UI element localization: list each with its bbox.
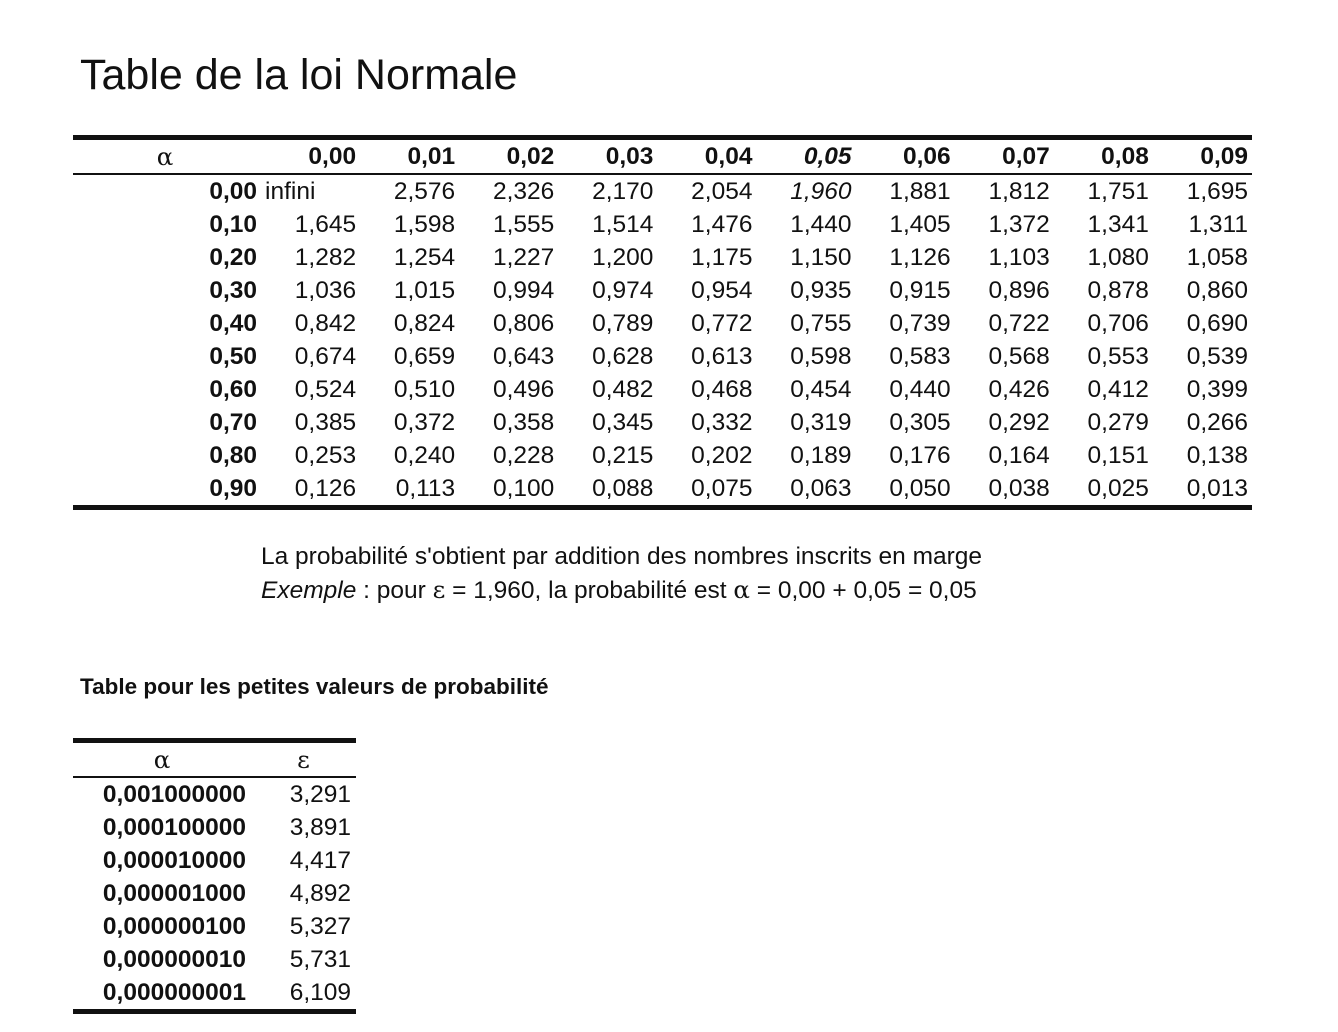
table-cell: 0,305 xyxy=(889,409,951,436)
table-cell: 0,482 xyxy=(592,376,654,403)
row-header: 0,00 xyxy=(209,178,257,205)
table-cell: 0,722 xyxy=(988,310,1050,337)
table-cell: 1,514 xyxy=(592,211,654,238)
table-cell: 0,319 xyxy=(790,409,852,436)
column-header: 0,03 xyxy=(605,143,654,170)
table-cell: 0,088 xyxy=(592,475,654,502)
table-cell: 0,345 xyxy=(592,409,654,436)
note-line-1: La probabilité s'obtient par addition des nombres inscrits en marge xyxy=(261,543,983,570)
table-cell: 1,645 xyxy=(294,211,357,238)
row-header: 0,20 xyxy=(209,244,257,271)
table-cell: 2,054 xyxy=(691,178,753,205)
table-cell: 0,332 xyxy=(691,409,753,436)
table-cell: 1,036 xyxy=(294,277,357,304)
alpha-value: 0,000001000 xyxy=(102,880,246,907)
table-cell: 0,240 xyxy=(393,442,456,469)
table-cell: 1,103 xyxy=(988,244,1050,271)
row-header: 0,30 xyxy=(209,277,257,304)
table-cell: 0,399 xyxy=(1186,376,1248,403)
table-row xyxy=(73,406,1252,439)
table-row xyxy=(73,811,356,844)
table-header-row xyxy=(73,741,356,778)
column-header: 0,01 xyxy=(407,143,456,170)
alpha-symbol: α xyxy=(733,575,750,604)
column-header: 0,09 xyxy=(1200,143,1248,170)
table-cell: 0,659 xyxy=(393,343,456,370)
explanation-note xyxy=(261,540,982,607)
table-cell: 0,050 xyxy=(889,475,951,502)
column-header: 0,02 xyxy=(506,143,555,170)
row-header: 0,90 xyxy=(209,475,257,502)
column-header: 0,06 xyxy=(902,143,951,170)
table-cell: 0,496 xyxy=(492,376,555,403)
table-cell: 1,695 xyxy=(1186,178,1248,205)
table-cell: 0,113 xyxy=(395,475,456,502)
epsilon-value: 3,291 xyxy=(289,781,351,808)
table-cell: 0,739 xyxy=(889,310,951,337)
table-cell: 0,372 xyxy=(393,409,456,436)
table-cell: 1,126 xyxy=(889,244,951,271)
table-row xyxy=(73,976,356,1012)
table-cell: 2,576 xyxy=(393,178,456,205)
table-cell: 1,058 xyxy=(1186,244,1248,271)
table-cell: 0,358 xyxy=(492,409,555,436)
table-cell: 0,038 xyxy=(988,475,1050,502)
epsilon-header: ε xyxy=(297,745,310,774)
column-header: 0,04 xyxy=(704,143,753,170)
table-cell: 0,878 xyxy=(1087,277,1149,304)
table-row xyxy=(73,844,356,877)
table-cell: 1,751 xyxy=(1087,178,1149,205)
alpha-value: 0,000000001 xyxy=(102,979,246,1006)
table-cell: 0,674 xyxy=(294,343,357,370)
table-cell: 2,326 xyxy=(492,178,555,205)
table-cell: 0,806 xyxy=(492,310,555,337)
epsilon-value: 5,731 xyxy=(289,946,351,973)
table-cell: 0,063 xyxy=(790,475,852,502)
table-cell: 0,954 xyxy=(691,277,753,304)
table-row xyxy=(73,340,1252,373)
table-cell: 0,138 xyxy=(1186,442,1248,469)
table-cell: 0,789 xyxy=(592,310,654,337)
alpha-value: 0,000000100 xyxy=(102,913,246,940)
row-header: 0,80 xyxy=(209,442,257,469)
alpha-value: 0,001000000 xyxy=(102,781,246,808)
table-cell: infini xyxy=(265,178,316,205)
table-cell: 0,176 xyxy=(889,442,951,469)
table-cell: 0,013 xyxy=(1186,475,1248,502)
table-cell: 1,311 xyxy=(1188,211,1248,238)
table-header-row xyxy=(73,138,1252,175)
table-cell: 1,372 xyxy=(988,211,1050,238)
table-cell: 0,266 xyxy=(1186,409,1248,436)
table-row xyxy=(73,274,1252,307)
table-cell: 1,015 xyxy=(393,277,456,304)
row-header: 0,50 xyxy=(209,343,257,370)
table-cell: 0,279 xyxy=(1087,409,1149,436)
table-cell: 0,454 xyxy=(790,376,852,403)
table-cell: 0,706 xyxy=(1087,310,1149,337)
table-cell: 0,690 xyxy=(1186,310,1248,337)
table-cell: 0,553 xyxy=(1087,343,1149,370)
table-row xyxy=(73,208,1252,241)
table-cell: 0,164 xyxy=(988,442,1050,469)
table-row xyxy=(73,241,1252,274)
table-cell: 2,170 xyxy=(592,178,654,205)
example-label: Exemple xyxy=(261,577,357,604)
table-cell: 1,555 xyxy=(492,211,555,238)
table-cell: 0,412 xyxy=(1087,376,1149,403)
table-cell: 0,824 xyxy=(393,310,456,337)
normal-distribution-table xyxy=(73,135,1252,510)
table-cell: 0,440 xyxy=(889,376,951,403)
table-cell: 0,598 xyxy=(790,343,852,370)
table-cell: 0,524 xyxy=(294,376,357,403)
table-row xyxy=(73,373,1252,406)
table-row xyxy=(73,777,356,811)
table-cell: 0,643 xyxy=(492,343,555,370)
table-cell: 0,915 xyxy=(889,277,951,304)
page-title: Table de la loi Normale xyxy=(80,51,518,99)
table-row xyxy=(73,472,1252,508)
table-cell: 1,812 xyxy=(988,178,1050,205)
table-cell: 0,468 xyxy=(691,376,753,403)
table-cell: 0,896 xyxy=(988,277,1050,304)
table-cell: 0,568 xyxy=(988,343,1050,370)
table-cell: 0,385 xyxy=(294,409,357,436)
table-cell: 1,200 xyxy=(592,244,654,271)
table-cell: 0,228 xyxy=(492,442,555,469)
table-cell: 1,476 xyxy=(691,211,753,238)
table-row xyxy=(73,307,1252,340)
table-row xyxy=(73,910,356,943)
table-cell: 0,189 xyxy=(790,442,852,469)
epsilon-value: 3,891 xyxy=(289,814,351,841)
table-cell: 0,628 xyxy=(592,343,654,370)
column-header: 0,08 xyxy=(1101,143,1149,170)
epsilon-value: 5,327 xyxy=(289,913,351,940)
table-cell: 1,282 xyxy=(294,244,357,271)
epsilon-value: 4,417 xyxy=(289,847,351,874)
table-cell: 0,860 xyxy=(1186,277,1248,304)
table-cell: 0,215 xyxy=(592,442,654,469)
row-header: 0,40 xyxy=(209,310,257,337)
table-cell: 0,100 xyxy=(492,475,555,502)
note-line-2: Exemple : pour ε = 1,960, la probabilité est α = 0,00 + 0,05 = 0,05 xyxy=(261,575,977,604)
small-probability-table xyxy=(73,738,356,1014)
table-cell: 0,842 xyxy=(294,310,357,337)
table-cell: 1,150 xyxy=(790,244,852,271)
epsilon-value: 6,109 xyxy=(289,979,351,1006)
table-cell: 1,080 xyxy=(1087,244,1149,271)
table-cell: 1,227 xyxy=(492,244,555,271)
table-cell: 0,583 xyxy=(889,343,951,370)
alpha-header: α xyxy=(153,745,171,774)
table-row xyxy=(73,174,1252,208)
table-cell: 1,440 xyxy=(790,211,852,238)
table-row xyxy=(73,943,356,976)
table-cell: 0,126 xyxy=(294,475,357,502)
table-cell: 1,405 xyxy=(889,211,951,238)
alpha-value: 0,000100000 xyxy=(102,814,246,841)
section-subtitle: Table pour les petites valeurs de probabilité xyxy=(80,674,549,699)
table-cell: 0,510 xyxy=(393,376,456,403)
table-cell: 0,994 xyxy=(492,277,555,304)
table-cell: 0,292 xyxy=(988,409,1050,436)
table-cell: 0,075 xyxy=(691,475,753,502)
table-cell: 0,253 xyxy=(294,442,357,469)
table-cell: 0,025 xyxy=(1087,475,1149,502)
table-cell: 1,254 xyxy=(393,244,456,271)
table-row xyxy=(73,439,1252,472)
table-cell: 1,175 xyxy=(691,244,753,271)
alpha-value: 0,000010000 xyxy=(102,847,246,874)
table-cell: 0,539 xyxy=(1186,343,1248,370)
row-header: 0,60 xyxy=(209,376,257,403)
table-row xyxy=(73,877,356,910)
row-header: 0,10 xyxy=(209,211,257,238)
corner-label: α xyxy=(156,142,174,171)
table-cell: 1,881 xyxy=(889,178,951,205)
table-cell: 0,151 xyxy=(1087,442,1149,469)
table-cell: 0,755 xyxy=(790,310,852,337)
table-cell: 1,341 xyxy=(1087,211,1149,238)
epsilon-symbol: ε xyxy=(432,575,446,604)
row-header: 0,70 xyxy=(209,409,257,436)
alpha-value: 0,000000010 xyxy=(102,946,246,973)
table-cell: 1,960 xyxy=(790,178,852,205)
column-header: 0,07 xyxy=(1002,143,1050,170)
table-cell: 0,935 xyxy=(790,277,852,304)
table-cell: 1,598 xyxy=(393,211,456,238)
table-cell: 0,426 xyxy=(988,376,1050,403)
epsilon-value: 4,892 xyxy=(289,880,351,907)
column-header: 0,05 xyxy=(803,143,852,170)
table-cell: 0,202 xyxy=(691,442,753,469)
table-cell: 0,772 xyxy=(691,310,753,337)
table-cell: 0,613 xyxy=(691,343,753,370)
column-header: 0,00 xyxy=(308,143,357,170)
table-cell: 0,974 xyxy=(592,277,654,304)
